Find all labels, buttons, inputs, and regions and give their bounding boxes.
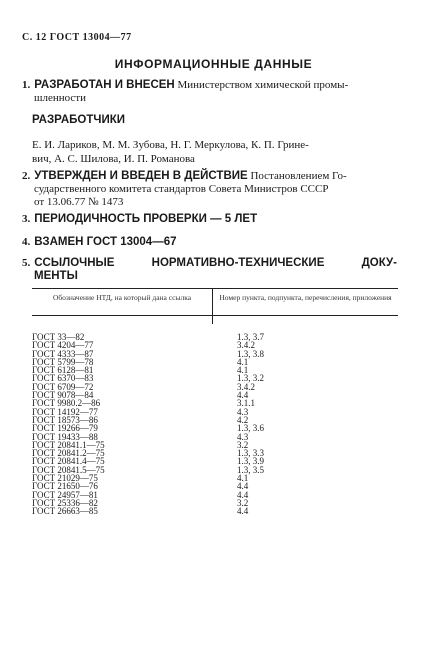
item-5-line-2: МЕНТЫ: [34, 270, 78, 282]
clause-number: 1.3, 3.2: [237, 373, 264, 384]
document-designation: ГОСТ 19433—88: [32, 431, 98, 442]
item-2-number: 2.: [22, 170, 31, 182]
item-5-word-3: ДОКУ-: [361, 257, 397, 269]
item-1-number: 1.: [22, 79, 31, 91]
table-body: [32, 333, 398, 516]
clause-number: 4.1: [237, 473, 249, 484]
document-designation: ГОСТ 19266—79: [32, 423, 98, 434]
clause-number: 4.4: [237, 390, 249, 401]
item-3: [22, 213, 398, 226]
clause-number: 3.4.2: [237, 340, 255, 351]
clause-number: 4.3: [237, 431, 249, 442]
document-designation: ГОСТ 4204—77: [32, 340, 94, 351]
developers-line-1-text: Е. И. Лариков, М. М. Зубова, Н. Г. Меркулова, К. П. Грине-: [32, 139, 309, 151]
document-designation: ГОСТ 20841.5—75: [32, 464, 105, 475]
document-designation: ГОСТ 6709—72: [32, 381, 94, 392]
document-designation: ГОСТ 6370—83: [32, 373, 94, 384]
clause-number: 1.3, 3.5: [237, 464, 264, 475]
item-2-line-2: сударственного комитета стандартов Совета Министров СССР: [34, 183, 329, 195]
document-designation: ГОСТ 33—82: [32, 332, 85, 342]
document-designation: ГОСТ 20841.4—75: [32, 456, 105, 467]
clause-number: 3.2: [237, 439, 249, 450]
developers-line-2: вич, А. С. Шилова, И. П. Романова: [32, 153, 195, 165]
clause-number: 3.1.1: [237, 398, 255, 409]
document-designation: ГОСТ 20841.1—75: [32, 439, 105, 450]
item-1-text: Министерством химической промы-: [177, 79, 349, 91]
table-row: [32, 507, 398, 515]
developers-list: [32, 138, 399, 166]
document-designation: ГОСТ 9980.2—86: [32, 398, 101, 409]
table-top-rule: [32, 288, 398, 289]
clause-number: 1.3, 3.3: [237, 448, 264, 459]
clause-number: 4.1: [237, 356, 249, 367]
item-5-number: 5.: [22, 257, 31, 269]
clause-number: 1.3, 3.7: [237, 332, 264, 342]
document-designation: ГОСТ 21650—76: [32, 481, 98, 492]
document-designation: ГОСТ 4333—87: [32, 348, 94, 359]
document-designation: ГОСТ 20841.2—75: [32, 448, 105, 459]
item-2-lead: УТВЕРЖДЕН И ВВЕДЕН В ДЕЙСТВИЕ: [34, 170, 248, 182]
page-header: С. 12 ГОСТ 13004—77: [22, 32, 132, 43]
document-designation: ГОСТ 21029—75: [32, 473, 98, 484]
clause-number: 4.1: [237, 365, 249, 376]
item-2-text: Постановлением Го-: [250, 170, 347, 182]
column-header-clause: Номер пункта, подпункта, перечисления, приложения: [219, 293, 392, 302]
table-header-rule: [32, 315, 398, 316]
developers-line-1: [32, 138, 399, 152]
document-designation: ГОСТ 18573—86: [32, 414, 98, 425]
clause-number: 4.4: [237, 481, 249, 492]
clause-number: 1.3, 3.9: [237, 456, 264, 467]
item-5-word-2: НОРМАТИВНО-ТЕХНИЧЕСКИЕ: [151, 257, 325, 269]
item-1-lead: РАЗРАБОТАН И ВНЕСЕН: [34, 79, 175, 91]
clause-number: 3.2: [237, 497, 249, 508]
clause-number: 1.3, 3.8: [237, 348, 264, 359]
item-1: [22, 79, 398, 105]
document-designation: ГОСТ 5799—78: [32, 356, 94, 367]
clause-number: 4.3: [237, 406, 249, 417]
item-5-word-1: ССЫЛОЧНЫЕ: [34, 257, 115, 269]
item-4: [22, 236, 398, 249]
clause-number: 4.4: [237, 506, 249, 517]
item-5: [22, 257, 397, 283]
item-2: [22, 170, 397, 209]
clause-number: 3.4.2: [237, 381, 255, 392]
document-designation: ГОСТ 24957—81: [32, 489, 98, 500]
column-header-document: Обозначение НТД, на который дана ссылка: [52, 293, 192, 302]
document-designation: ГОСТ 25336—82: [32, 497, 98, 508]
clause-number: 1.3, 3.6: [237, 423, 264, 434]
page-title: ИНФОРМАЦИОННЫЕ ДАННЫЕ: [114, 57, 313, 71]
item-4-lead: ВЗАМЕН ГОСТ 13004—67: [34, 236, 177, 248]
item-2-line-3: от 13.06.77 № 1473: [34, 196, 124, 208]
clause-number: 4.2: [237, 414, 249, 425]
document-designation: ГОСТ 9078—84: [32, 390, 94, 401]
item-4-number: 4.: [22, 236, 31, 248]
document-designation: ГОСТ 14192—77: [32, 406, 98, 417]
item-3-lead: ПЕРИОДИЧНОСТЬ ПРОВЕРКИ — 5 ЛЕТ: [34, 213, 258, 225]
developers-heading: РАЗРАБОТЧИКИ: [32, 114, 125, 126]
clause-number: 4.4: [237, 489, 249, 500]
item-5-line-1: [22, 257, 397, 270]
document-designation: ГОСТ 26663—85: [32, 506, 98, 517]
item-3-number: 3.: [22, 213, 31, 225]
item-1-continuation: шленности: [34, 92, 86, 104]
document-designation: ГОСТ 6128—81: [32, 365, 94, 376]
